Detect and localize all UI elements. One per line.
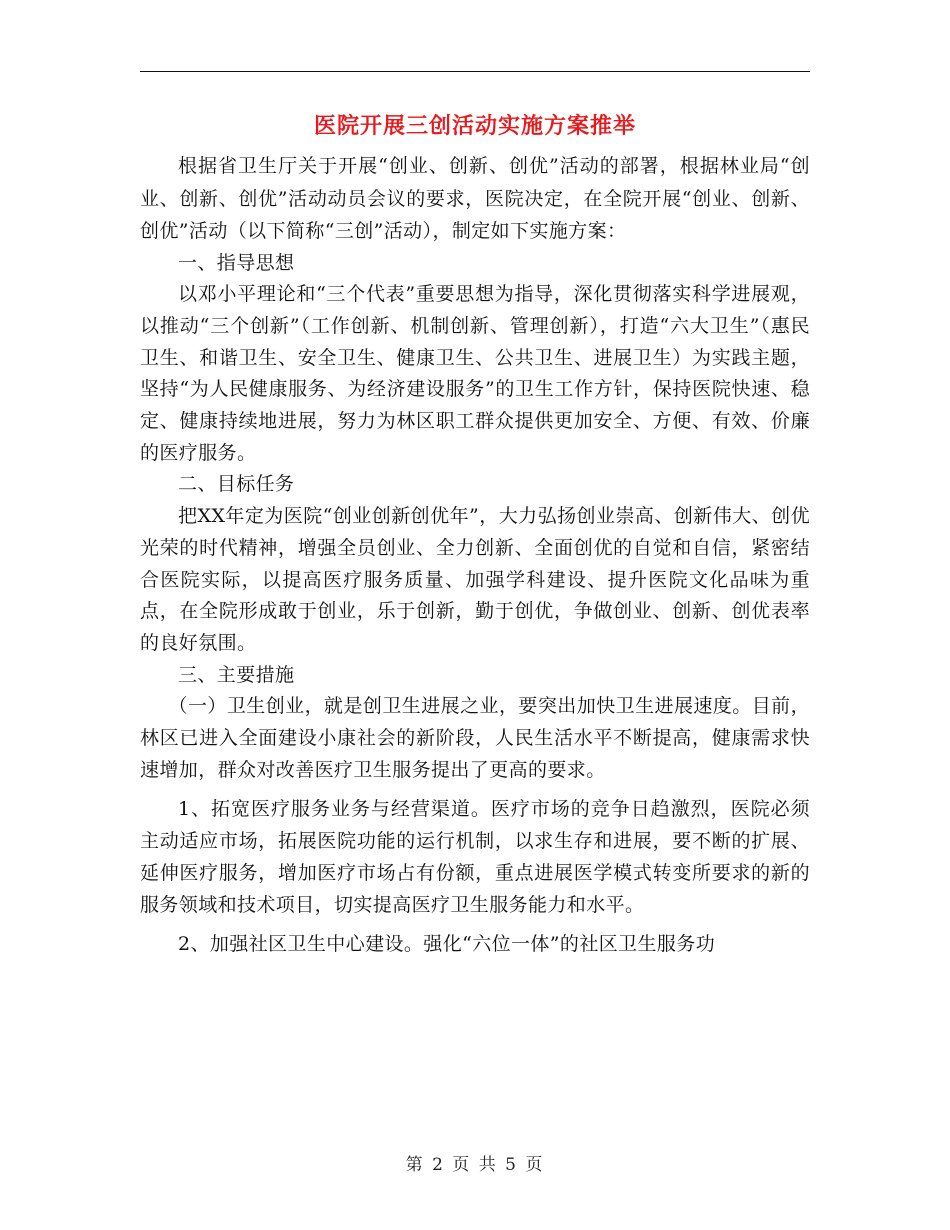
header-rule [140, 71, 810, 72]
section-body-guiding-thought: 以邓小平理论和“三个代表”重要思想为指导，深化贯彻落实科学进展观，以推动“三个创新”（工作创新、机制创新、管理创新），打造“六大卫生”（惠民卫生、和谐卫生、安全卫生、健康卫生、公共卫生、进展卫生）为实践主题，坚持“为人民健康服务、为经济建设服务”的卫生工作方针，保持医院快速、稳定、健康持续地进展，努力为林区职工群众提供更加安全、方便、有效、价廉的医疗服务。 [140, 283, 810, 464]
measures-item-2: 2、加强社区卫生中心建设。强化“六位一体”的社区卫生服务功 [178, 933, 716, 956]
document-body [140, 150, 810, 961]
document-title: 医院开展三创活动实施方案推举 [313, 113, 636, 139]
section-heading-measures: 三、主要措施 [178, 663, 295, 686]
measures-subsection-1: （一）卫生创业，就是创卫生进展之业，要突出加快卫生进展速度。目前，林区已进入全面建设小康社会的新阶段，人民生活水平不断提高，健康需求快速增加，群众对改善医疗卫生服务提出了更高的要求。 [140, 695, 810, 781]
intro-paragraph: 根据省卫生厅关于开展“创业、创新、创优”活动的部署，根据林业局“创业、创新、创优”活动动员会议的要求，医院决定，在全院开展“创业、创新、创优”活动（以下简称“三创”活动），制定如下实施方案： [140, 155, 810, 242]
page-indicator: 第 2 页 共 5 页 [405, 1155, 545, 1175]
section-heading-guiding-thought: 一、指导思想 [178, 251, 295, 274]
section-body-goals: 把XX年定为医院“创业创新创优年”，大力弘扬创业崇高、创新伟大、创优光荣的时代精神，增强全员创业、全力创新、全面创优的自觉和自信，紧密结合医院实际，以提高医疗服务质量、加强学科建设、提升医院文化品味为重点，在全院形成敢于创业，乐于创新，勤于创优，争做创业、创新、创优表率的良好氛围。 [140, 505, 810, 654]
measures-item-1: 1、拓宽医疗服务业务与经营渠道。医疗市场的竞争日趋激烈，医院必须主动适应市场，拓展医院功能的运行机制，以求生存和进展，要不断的扩展、延伸医疗服务，增加医疗市场占有份额，重点进展医学模式转变所要求的新的服务领域和技术项目，切实提高医疗卫生服务能力和水平。 [140, 798, 810, 916]
section-heading-goals: 二、目标任务 [178, 473, 295, 496]
